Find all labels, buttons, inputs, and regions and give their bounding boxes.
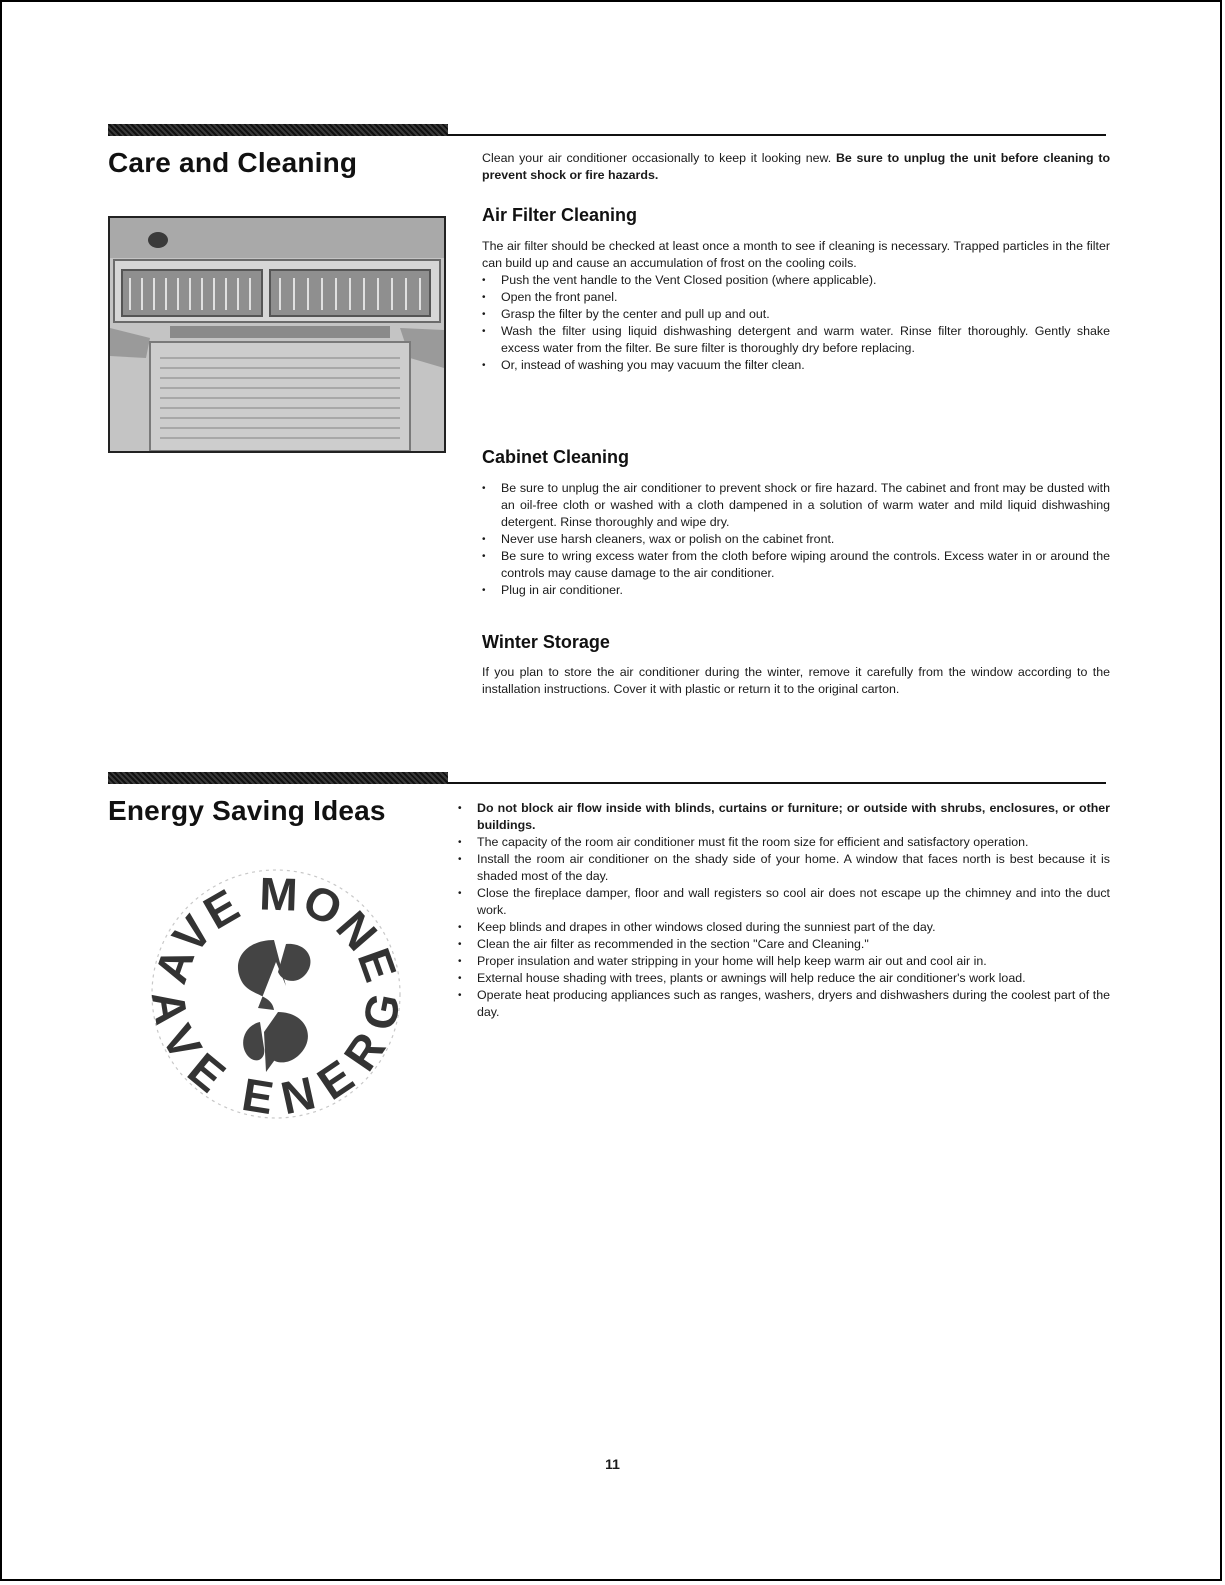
list-item: • Do not block air flow inside with blinds, curtains or furniture; or outside with shrubs, enclosures, or other buildings. <box>458 800 1110 834</box>
energy-tips <box>458 800 1110 1021</box>
list-item: • Open the front panel. <box>482 289 1110 306</box>
heading-cabinet-cleaning: Cabinet Cleaning <box>482 447 630 467</box>
heading-air-filter-cleaning: Air Filter Cleaning <box>482 205 638 225</box>
winter-storage-paragraph: If you plan to store the air conditioner during the winter, remove it carefully from the window according to the installation instructions. Cover it with plastic or return it to the original carton. <box>482 665 1110 696</box>
badge-text-bottom: AVE ENER <box>146 987 397 1124</box>
list-item: • Operate heat producing appliances such as ranges, washers, dryers and dishwashers during the coolest part of the day. <box>458 987 1110 1021</box>
care-intro-text: Clean your air conditioner occasionally to keep it looking new. <box>482 151 836 165</box>
air-conditioner-image <box>110 218 444 451</box>
section-divider-energy <box>108 772 1106 784</box>
care-intro-warning: Be sure to unplug the unit before cleaning to prevent shock or fire hazards. <box>482 151 1111 182</box>
heading-winter-storage: Winter Storage <box>482 632 610 652</box>
list-item: • Install the room air conditioner on the shady side of your home. A window that faces north is best because it is shaded most of the day. <box>458 851 1110 885</box>
page-number: 11 <box>605 1456 620 1472</box>
cabinet-steps <box>482 480 1110 599</box>
air-filter-paragraph: The air filter should be checked at least once a month to see if cleaning is necessary. Trapped particles in the filter can build up and cause an accumulation of frost on the cooling coils. <box>482 239 1110 270</box>
section-title-care: Care and Cleaning <box>108 147 358 178</box>
dollar-bolt-icon <box>238 940 310 1072</box>
list-item: • Or, instead of washing you may vacuum the filter clean. <box>482 357 1110 374</box>
energy-tips-list <box>458 800 1110 1021</box>
section-divider-care <box>108 124 1106 136</box>
list-item: • Plug in air conditioner. <box>482 582 1110 599</box>
list-item: • Close the fireplace damper, floor and wall registers so cool air does not escape up the chimney and into the duct work. <box>458 885 1110 919</box>
section-title-energy: Energy Saving Ideas <box>108 795 386 826</box>
list-item: • Be sure to wring excess water from the cloth before wiping around the controls. Excess water in or around the controls may cause damage to the air conditioner. <box>482 548 1110 582</box>
air-filter-steps <box>482 272 1110 374</box>
badge-text-top: AVE MONE <box>146 867 402 990</box>
list-item: • Grasp the filter by the center and pull up and out. <box>482 306 1110 323</box>
list-item: • Wash the filter using liquid dishwashing detergent and warm water. Rinse filter thoroughly. Gently shake excess water from the filter. Be sure filter is thoroughly dry before replacing. <box>482 323 1110 357</box>
air-conditioner-photo <box>108 216 446 453</box>
care-intro <box>482 150 1110 184</box>
save-money-save-energy-badge <box>146 862 402 1124</box>
list-item: • Be sure to unplug the air conditioner to prevent shock or fire hazard. The cabinet and front may be dusted with an oil-free cloth or washed with a cloth dampened in a solution of warm water and mild liquid dishwashing detergent. Rinse thoroughly and wipe dry. <box>482 480 1110 531</box>
list-item: • Push the vent handle to the Vent Closed position (where applicable). <box>482 272 1110 289</box>
list-item: • External house shading with trees, plants or awnings will help reduce the air conditioner's work load. <box>458 970 1110 987</box>
list-item: • Never use harsh cleaners, wax or polish on the cabinet front. <box>482 531 1110 548</box>
list-item: • Keep blinds and drapes in other windows closed during the sunniest part of the day. <box>458 919 1110 936</box>
list-item: • The capacity of the room air conditioner must fit the room size for efficient and satisfactory operation. <box>458 834 1110 851</box>
list-item: • Proper insulation and water stripping in your home will help keep warm air out and cool air in. <box>458 953 1110 970</box>
care-content <box>482 150 1110 730</box>
list-item: • Clean the air filter as recommended in the section "Care and Cleaning." <box>458 936 1110 953</box>
